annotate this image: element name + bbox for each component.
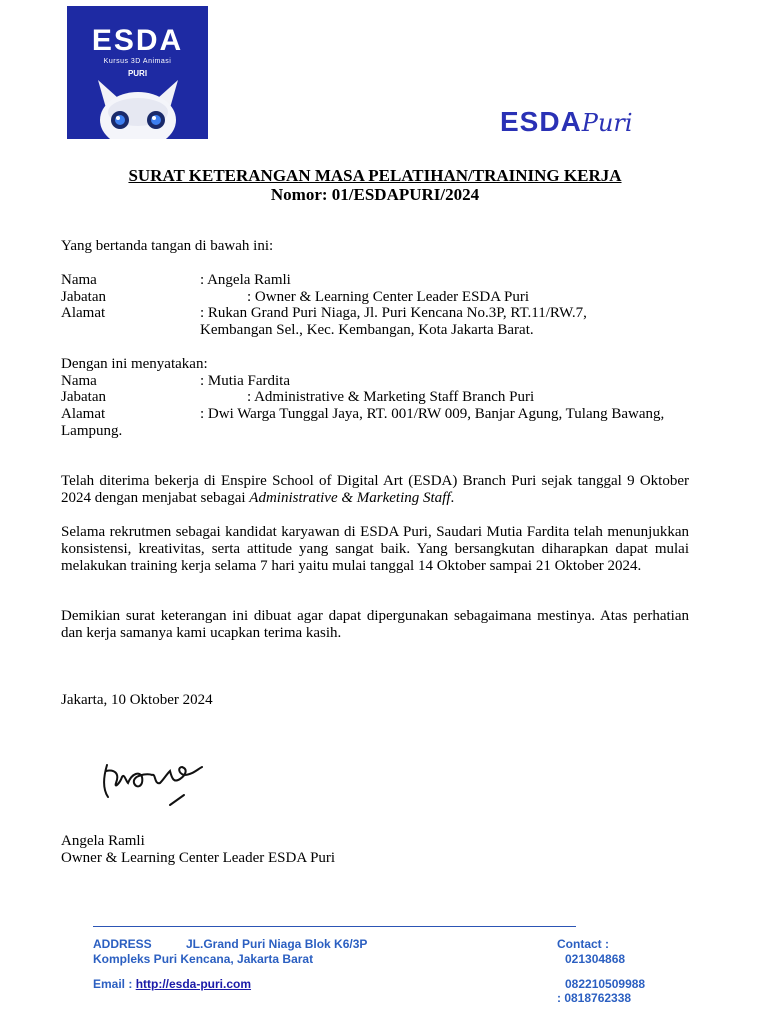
esda-logo-box [67,6,208,139]
footer-email-label: Email : [93,977,136,991]
paragraph-employment-end: . [450,490,455,506]
logo-subtitle: Kursus 3D Animasi [103,58,172,65]
place-date: Jakarta, 10 Oktober 2024 [61,692,213,708]
footer-address-label: ADDRESS [93,937,152,951]
footer-contact-label: Contact : [557,937,609,951]
title-line-1: SURAT KETERANGAN MASA PELATIHAN/TRAINING KERJA [128,166,622,185]
signatory-name: Angela Ramli [61,833,145,849]
employee-address-value-2: Lampung. [61,423,123,439]
paragraph-closing: Demikian surat keterangan ini dibuat agar dapat dipergunakan sebagaimana mestinya. Atas perhatian dan kerja samanya kami ucapkan terima kasih. [61,608,689,641]
robot-cat-mascot-icon [94,78,182,139]
document-title [0,166,750,204]
footer-phone-3: : 0818762338 [557,991,632,1005]
statement-intro: Dengan ini menyatakan: [61,356,208,372]
employee-address-value: : Dwi Warga Tunggal Jaya, RT. 001/RW 009, Banjar Agung, Tulang Bawang, [200,406,665,422]
signer-address-label: Alamat [61,305,106,321]
employee-address-label: Alamat [61,406,106,422]
employee-position-label: Jabatan [61,389,106,405]
paragraph-employment-role: Administrative & Marketing Staff [249,490,451,506]
footer-website-link[interactable]: http://esda-puri.com [135,977,252,991]
footer-address-line-2: Kompleks Puri Kencana, Jakarta Barat [93,952,314,966]
signatory-position: Owner & Learning Center Leader ESDA Puri [61,850,336,866]
signer-name-label: Nama [61,272,97,288]
paragraph-employment-text: Telah diterima bekerja di Enspire School of Digital Art (ESDA) Branch Puri sejak tanggal 9 Oktober 2024 dengan menjabat sebagai [61,473,689,506]
paragraph-training: Selama rekrutmen sebagai kandidat karyawan di ESDA Puri, Saudari Mutia Fardita telah menunjukkan konsistensi, kreativitas, serta attitude yang sangat baik. Yang bersangkutan diharapkan dapat mulai melakukan training kerja selama 7 hari yaitu mulai tanggal 14 Oktober sampai 21 Oktober 2024. [61,524,689,574]
logo-branch: PURI [127,69,148,78]
footer-email [93,977,251,991]
footer-address-line-1: JL.Grand Puri Niaga Blok K6/3P [186,937,368,951]
esda-puri-logo [500,106,633,138]
signer-position-value: : Owner & Learning Center Leader ESDA Puri [247,289,530,305]
employee-name-label: Nama [61,373,97,389]
employee-position-value: : Administrative & Marketing Staff Branch Puri [247,389,535,405]
title-number: Nomor: 01/ESDAPURI/2024 [270,185,480,204]
intro-text: Yang bertanda tangan di bawah ini: [61,238,274,254]
logo-right-script: Puri [581,109,633,137]
signer-address-value: : Rukan Grand Puri Niaga, Jl. Puri Kencana No.3P, RT.11/RW.7, [200,305,587,321]
footer-phone-1: 021304868 [565,952,626,966]
footer-divider [93,926,576,927]
signer-name-value: : Angela Ramli [200,272,291,288]
signer-position-label: Jabatan [61,289,106,305]
signer-address-value-2: Kembangan Sel., Kec. Kembangan, Kota Jakarta Barat. [200,322,534,338]
paragraph-employment [61,473,689,507]
footer-phone-2: 082210509988 [565,977,646,991]
logo-brand: ESDA [91,24,184,57]
handwritten-signature [62,713,222,818]
employee-name-value: : Mutia Fardita [200,373,290,389]
logo-right-brand: ESDA [500,106,582,137]
